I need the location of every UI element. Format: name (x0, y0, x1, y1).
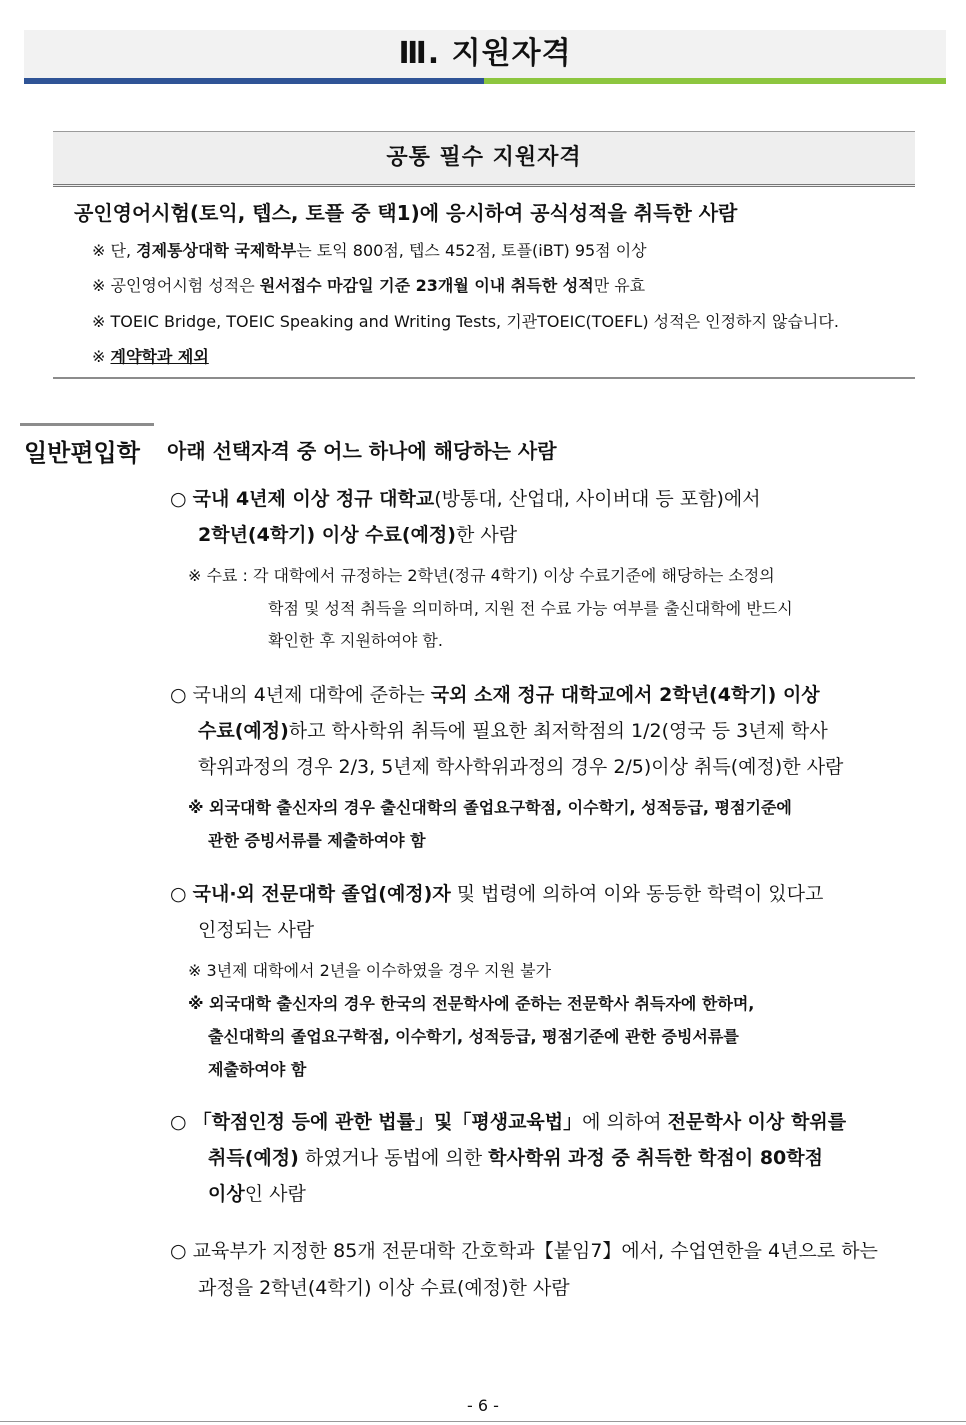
item-3-line-1: ○ 국내·외 전문대학 졸업(예정)자 및 법령에 의하여 이와 동등한 학력이 있다고 (170, 883, 824, 905)
item-2-note-1: ※ 외국대학 출신자의 경우 출신대학의 졸업요구학점, 이수학기, 성적등급, 평점기준에 (188, 798, 792, 817)
side-title-general-transfer: 일반편입학 (24, 439, 140, 467)
common-note-4: ※ 계약학과 제외 (92, 347, 209, 366)
item-1-line-1: ○ 국내 4년제 이상 정규 대학교(방통대, 산업대, 사이버대 등 포함)에서 (170, 488, 761, 510)
item-1-note-2: 학점 및 성적 취득을 의미하며, 지원 전 수료 가능 여부를 출신대학에 반드시 (268, 599, 793, 618)
item-2-note-2: 관한 증빙서류를 제출하여야 함 (208, 831, 426, 850)
item-4-line-2: 취득(예정) 하였거나 동법에 의한 학사학위 과정 중 취득한 학점이 80학점 (208, 1147, 823, 1169)
item-4-line-3: 이상인 사람 (208, 1183, 306, 1205)
page-number: - 6 - (467, 1396, 499, 1415)
item-3-note-4: 제출하여야 함 (208, 1060, 307, 1079)
common-main-requirement: 공인영어시험(토익, 텝스, 토플 중 택1)에 응시하여 공식성적을 취득한 사람 (74, 201, 738, 225)
bottom-rule (0, 1421, 966, 1422)
general-subtitle: 아래 선택자격 중 어느 하나에 해당하는 사람 (167, 439, 557, 463)
item-3-note-1: ※ 3년제 대학에서 2년을 이수하였을 경우 지원 불가 (188, 961, 552, 980)
item-3-note-2: ※ 외국대학 출신자의 경우 한국의 전문학사에 준하는 전문학사 취득자에 한하며, (188, 994, 755, 1013)
item-3-line-2: 인정되는 사람 (198, 919, 315, 941)
item-4-line-1: ○ 「학점인정 등에 관한 법률」및「평생교육법」에 의하여 전문학사 이상 학위를 (170, 1111, 847, 1133)
item-2-line-2: 수료(예정)하고 학사학위 취득에 필요한 최저학점의 1/2(영국 등 3년제 학사 (198, 720, 828, 742)
common-divider (53, 377, 915, 379)
section-title: Ⅲ. 지원자격 (398, 36, 572, 71)
item-5-line-1: ○ 교육부가 지정한 85개 전문대학 간호학과【붙임7】에서, 수업연한을 4년으로 하는 (170, 1240, 878, 1262)
item-1-note-1: ※ 수료 : 각 대학에서 규정하는 2학년(정규 4학기) 이상 수료기준에 해당하는 소정의 (188, 566, 775, 585)
side-title-rule (20, 423, 154, 426)
item-1-note-3: 확인한 후 지원하여야 함. (268, 631, 443, 650)
common-note-3: ※ TOEIC Bridge, TOEIC Speaking and Writing Tests, 기관TOEIC(TOEFL) 성적은 인정하지 않습니다. (92, 312, 839, 331)
common-requirements-box (53, 131, 915, 187)
item-2-line-1: ○ 국내의 4년제 대학에 준하는 국외 소재 정규 대학교에서 2학년(4학기) 이상 (170, 684, 820, 706)
common-note-1: ※ 단, 경제통상대학 국제학부는 토익 800점, 텝스 452점, 토플(iBT) 95점 이상 (92, 241, 647, 260)
section-header (24, 30, 946, 78)
common-requirements-title: 공통 필수 지원자격 (386, 145, 582, 170)
item-1-line-2: 2학년(4학기) 이상 수료(예정)한 사람 (198, 524, 518, 546)
common-note-2: ※ 공인영어시험 성적은 원서접수 마감일 기준 23개월 이내 취득한 성적만 유효 (92, 276, 646, 295)
item-2-line-3: 학위과정의 경우 2/3, 5년제 학사학위과정의 경우 2/5)이상 취득(예정)한 사람 (198, 756, 844, 778)
header-underline (24, 78, 946, 84)
item-5-line-2: 과정을 2학년(4학기) 이상 수료(예정)한 사람 (198, 1277, 570, 1299)
item-3-note-3: 출신대학의 졸업요구학점, 이수학기, 성적등급, 평점기준에 관한 증빙서류를 (208, 1027, 739, 1046)
